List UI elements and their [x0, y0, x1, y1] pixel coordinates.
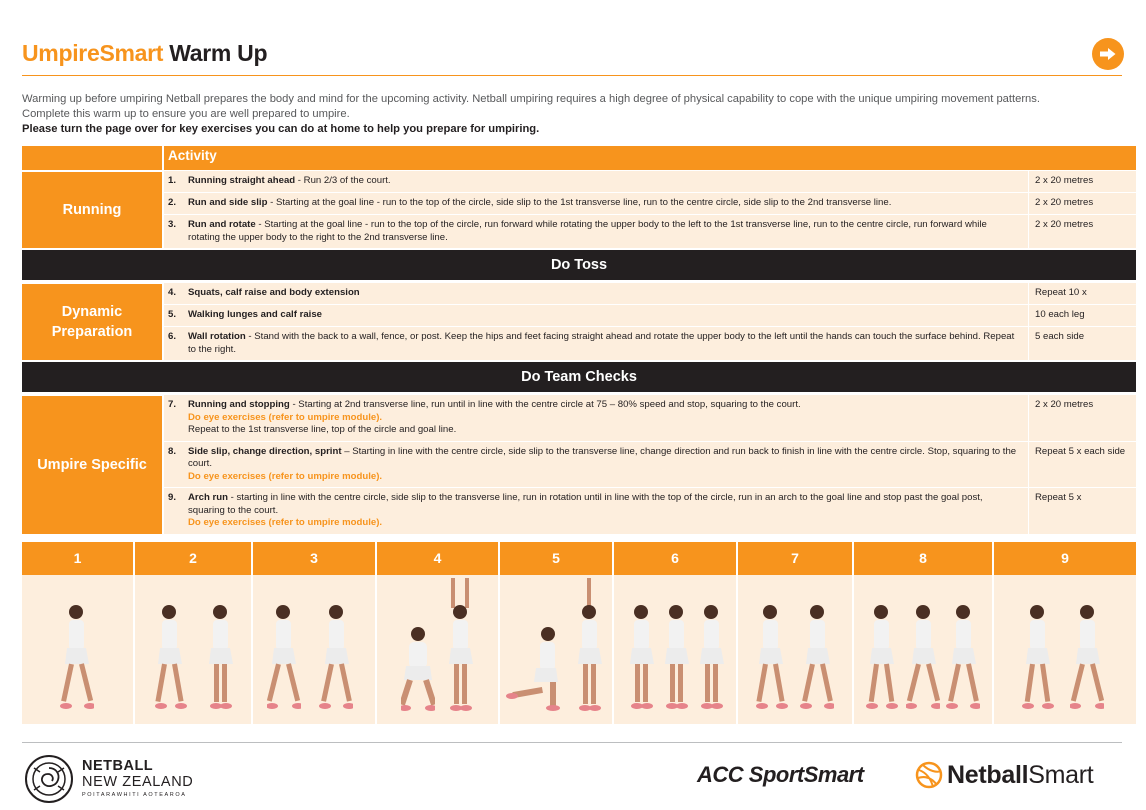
exercise-title: Run and side slip [188, 197, 268, 208]
umpire-figure [401, 624, 435, 714]
title-umpiresmart: UmpireSmart [22, 40, 164, 66]
eye-exercise-note: Do eye exercises (refer to umpire module). [188, 411, 383, 423]
table-row: 3. Run and rotate - Starting at the goal line - run to the top of the circle, run forward while rotating the upper body to the left to the 1st transverse line, run to the centre circle, run forward while rotating the upper body to the right to the 2nd transverse line. 2 x 20 metres [22, 214, 1136, 248]
umpire-figure [754, 602, 788, 714]
exercise-title: Walking lunges and calf raise [188, 309, 322, 320]
exercise-qty: 10 each leg [1028, 304, 1136, 326]
next-page-button[interactable] [1092, 38, 1124, 70]
exercise-qty: 2 x 20 metres [1028, 394, 1136, 441]
band-do-team-checks: Do Team Checks [22, 360, 1136, 394]
intro-text [22, 92, 1122, 137]
category-umpire-specific: Umpire Specific [22, 394, 164, 534]
category-running: Running [22, 170, 164, 248]
exercise-photo-strip [22, 542, 1136, 724]
umpire-figure [506, 624, 566, 714]
umpire-figure [267, 602, 301, 714]
exercise-title: Arch run [188, 492, 228, 503]
category-dynamic-preparation: Dynamic Preparation [22, 282, 164, 360]
umpire-figure [203, 602, 237, 714]
photo-number: 3 [253, 542, 375, 575]
umpire-figure [906, 602, 940, 714]
photo-column [377, 542, 500, 724]
table-row: Running 1. Running straight ahead - Run 2/3 of the court. 2 x 20 metres [22, 170, 1136, 192]
exercise-qty: Repeat 5 x each side [1028, 441, 1136, 488]
exercise-title: Squats, calf raise and body extension [188, 287, 360, 298]
photo-number: 8 [854, 542, 992, 575]
exercise-title: Run and rotate [188, 219, 256, 230]
photo-column [738, 542, 854, 724]
exercise-photo [994, 575, 1136, 724]
footer-divider [22, 742, 1122, 743]
umpire-figure [1020, 602, 1054, 714]
photo-column [253, 542, 377, 724]
eye-exercise-note: Do eye exercises (refer to umpire module). [188, 517, 383, 528]
umpire-figure [694, 602, 728, 714]
exercise-photo [377, 575, 498, 724]
acc-sportsmart-logo: ACC SportSmart [697, 762, 864, 787]
umpire-figure [800, 602, 834, 714]
nnz-line-1: NETBALL [82, 758, 154, 774]
table-row: 6. Wall rotation - Stand with the back to a wall, fence, or post. Keep the hips and feet facing straight ahead and rotate the upper body to the left until the hands can touch the surface behind. Repeat to the right. 5 each side [22, 326, 1136, 360]
table-row: 2. Run and side slip - Starting at the goal line - run to the top of the circle, side slip to the 1st transverse line, run to the centre circle, side slip to the 2nd transverse line. 2 x 20 metres [22, 192, 1136, 214]
table-row: Umpire Specific 7. Running and stopping - Starting at 2nd transverse line, run until in line with the centre circle at 75 – 80% speed and stop, squaring to the court. Do eye exercises (refer to umpire module). Repeat to the 1st transverse line, top of the circle and goal line. 2 x 20 metres [22, 394, 1136, 441]
umpire-figure [624, 602, 658, 714]
netball-nz-emblem-icon [24, 754, 74, 804]
exercise-photo [614, 575, 736, 724]
title-warm-up: Warm Up [169, 40, 268, 66]
exercise-photo [500, 575, 612, 724]
exercise-qty: 2 x 20 metres [1028, 214, 1136, 248]
table-row: Dynamic Preparation 4. Squats, calf raise and body extension Repeat 10 x [22, 282, 1136, 304]
table-row: 5. Walking lunges and calf raise 10 each leg [22, 304, 1136, 326]
arrow-right-icon [1099, 47, 1117, 61]
exercise-photo [854, 575, 992, 724]
table-row: 8. Side slip, change direction, sprint – Starting in line with the centre circle, side slip to the transverse line, change direction and run back to finish in line with the centre circle. Stop, squaring to the court. Do eye exercises (refer to umpire module). Repeat 5 x each side [22, 441, 1136, 488]
photo-column [854, 542, 994, 724]
exercise-qty: 2 x 20 metres [1028, 170, 1136, 192]
umpire-figure [60, 602, 94, 714]
umpire-figure [864, 602, 898, 714]
netballsmart-logo [915, 758, 1093, 792]
exercise-title: Running straight ahead [188, 175, 296, 186]
umpire-figure [659, 602, 693, 714]
photo-column [22, 542, 135, 724]
photo-column [500, 542, 614, 724]
eye-exercise-note: Do eye exercises (refer to umpire module). [188, 470, 383, 482]
photo-number: 9 [994, 542, 1136, 575]
ns-bold: Netball [947, 760, 1029, 789]
photo-column [135, 542, 253, 724]
intro-line-2: Complete this warm up to ensure you are well prepared to umpire. [22, 108, 350, 120]
ns-light: Smart [1028, 760, 1094, 789]
umpire-figure [946, 602, 980, 714]
exercise-qty: Repeat 10 x [1028, 282, 1136, 304]
photo-number: 7 [738, 542, 852, 575]
photo-number: 6 [614, 542, 736, 575]
exercise-qty: 2 x 20 metres [1028, 192, 1136, 214]
exercise-title: Side slip, change direction, sprint [188, 445, 342, 457]
activity-table [22, 146, 1136, 534]
umpire-figure [153, 602, 187, 714]
umpire-figure [443, 578, 477, 714]
umpire-figure [1070, 602, 1104, 714]
band-do-toss: Do Toss [22, 248, 1136, 282]
page-header [22, 38, 1122, 78]
exercise-photo [738, 575, 852, 724]
netball-icon [915, 761, 943, 789]
activity-header: Activity [164, 146, 1028, 170]
header-divider [22, 75, 1122, 76]
exercise-title: Wall rotation [188, 331, 246, 342]
photo-number: 2 [135, 542, 251, 575]
photo-column [614, 542, 738, 724]
photo-number: 1 [22, 542, 133, 575]
intro-line-3: Please turn the page over for key exercises you can do at home to help you prepare for umpiring. [22, 123, 540, 135]
table-row: 9. Arch run - starting in line with the centre circle, side slip to the transverse line, run in rotation until in line with the top of the circle, run in an arch to the goal line and stop past the goal post, squaring to the court. Do eye exercises (refer to umpire module). Repeat 5 x [22, 487, 1136, 534]
exercise-qty: 5 each side [1028, 326, 1136, 360]
intro-line-1: Warming up before umpiring Netball prepares the body and mind for the upcoming activity. Netball umpiring requires a high degree of physical capability to cope with the unique umpiring movement patterns. [22, 93, 1040, 105]
page-title [22, 40, 267, 67]
nnz-line-3: POITARAWHITI AOTEAROA [82, 792, 187, 798]
umpire-figure [319, 602, 353, 714]
exercise-photo [253, 575, 375, 724]
photo-number: 4 [377, 542, 498, 575]
exercise-photo [135, 575, 251, 724]
exercise-title: Running and stopping [188, 399, 290, 410]
exercise-photo [22, 575, 133, 724]
nnz-line-2: NEW ZEALAND [82, 774, 194, 790]
netball-nz-logo [24, 754, 214, 804]
exercise-qty: Repeat 5 x [1028, 487, 1136, 534]
photo-number: 5 [500, 542, 612, 575]
umpire-figure [572, 578, 606, 714]
photo-column [994, 542, 1136, 724]
